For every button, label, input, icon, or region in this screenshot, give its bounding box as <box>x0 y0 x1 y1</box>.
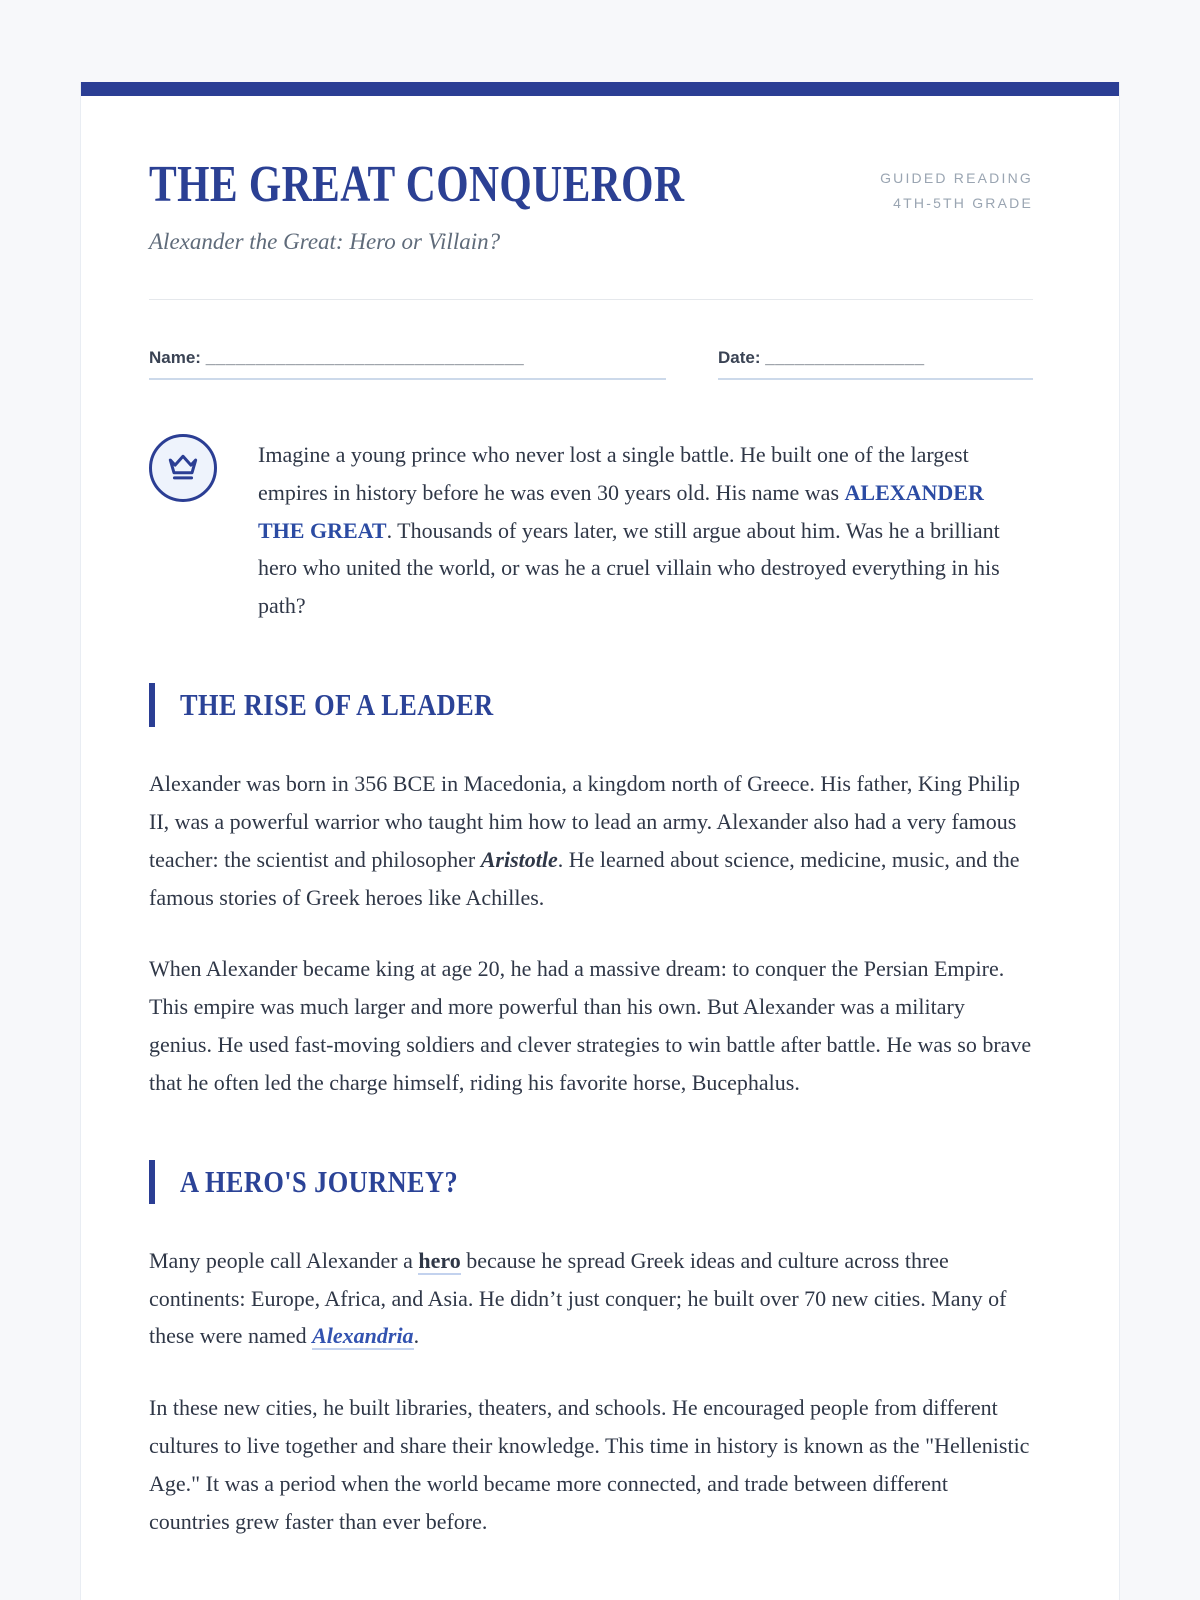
heading-accent-bar <box>149 683 155 727</box>
paragraph-text: because he spread Greek ideas and culture across three continents: Europe, Africa, and Asia. He didn’t just conquer; he built over 70 new cities. Many of these were named <box>149 1247 1007 1349</box>
paragraph-text: Alexander was born in 356 BCE in Macedonia, a kingdom north of Greece. His father, King Philip II, was a powerful warrior who taught him how to lead an army. Alexander also had a very famous teacher: the scientist and philosopher <box>149 771 1020 872</box>
header-divider <box>149 299 1033 300</box>
page-subtitle: Alexander the Great: Hero or Villain? <box>149 229 501 254</box>
page-title: THE GREAT CONQUEROR <box>149 156 685 213</box>
meta-grade-level: 4TH-5TH GRADE <box>893 194 1033 211</box>
term-alexandria: Alexandria <box>312 1323 414 1349</box>
intro-text-part2: . Thousands of years later, we still argue about him. Was he a brilliant hero who united the world, or was he a cruel villain who destroyed everything in his path? <box>258 517 1000 619</box>
paragraph <box>149 765 1033 916</box>
section-heading-text: A HERO'S JOURNEY? <box>180 1163 459 1199</box>
heading-accent-bar <box>149 1160 155 1204</box>
intro-block <box>149 434 1033 625</box>
paragraph <box>149 1242 1033 1355</box>
paragraph: In these new cities, he built libraries, theaters, and schools. He encouraged people from different cultures to live together and share their knowledge. This time in history is known as the "Hellenistic Age." It was a period when the world became more connected, and trade between different countries grew faster than ever before. <box>149 1395 1030 1534</box>
date-blank-line: ________________ <box>765 348 925 367</box>
accent-top-bar <box>81 82 1119 96</box>
header <box>149 158 1033 215</box>
name-blank-line: ________________________________ <box>205 348 525 367</box>
page-content <box>81 96 1119 1600</box>
fields-row <box>149 348 1033 380</box>
section-heading-text: THE RISE OF A LEADER <box>180 687 494 723</box>
term-hero: hero <box>418 1247 461 1273</box>
paragraph-text: . He learned about science, medicine, music, and the famous stories of Greek heroes like Achilles. <box>149 846 1020 910</box>
paragraph-text: . <box>413 1323 420 1349</box>
intro-paragraph <box>258 434 1033 625</box>
paragraph-text: Many people call Alexander a <box>149 1247 419 1273</box>
doc-meta <box>880 158 1033 215</box>
name-field <box>149 348 666 380</box>
intro-text-part1: Imagine a young prince who never lost a single battle. He built one of the largest empires in history before he was even 30 years old. His name was <box>258 442 969 505</box>
date-field <box>718 348 1033 380</box>
section-heading-heros-journey <box>149 1160 1033 1204</box>
crown-icon <box>149 434 217 502</box>
paragraph: When Alexander became king at age 20, he had a massive dream: to conquer the Persian Empire. This empire was much larger and more powerful than his own. But Alexander was a military genius. He used fast-moving soldiers and clever strategies to win battle after battle. He was so brave that he often led the charge himself, riding his favorite horse, Bucephalus. <box>149 956 1032 1095</box>
date-label: Date: <box>718 348 761 367</box>
term-aristotle: Aristotle <box>480 846 558 872</box>
meta-guided-reading: GUIDED READING <box>880 170 1033 186</box>
section-heading-rise-of-a-leader <box>149 683 1033 727</box>
worksheet-page <box>80 82 1120 1600</box>
name-label: Name: <box>149 348 201 367</box>
intro-highlight-term: ALEXANDER THE GREAT <box>258 479 984 543</box>
